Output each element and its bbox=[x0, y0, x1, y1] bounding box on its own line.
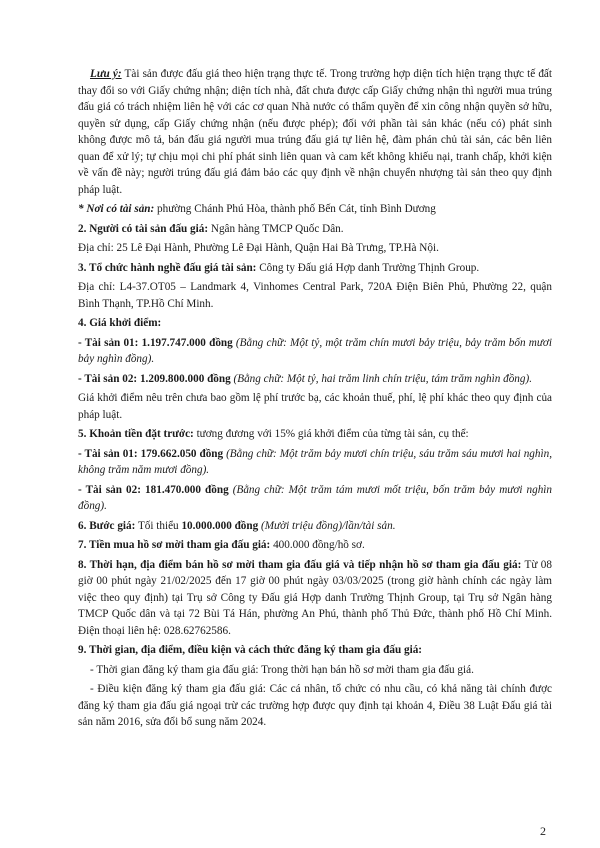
note-label: Lưu ý: bbox=[90, 68, 122, 80]
deposit-asset-2-words: (Bằng chữ: Một trăm tám mươi mốt triệu, bốn trăm bảy mươi nghìn đồng). bbox=[78, 483, 553, 512]
registration-heading: 9. Thời gian, địa điểm, điều kiện và cách thức đăng ký tham gia đấu giá: bbox=[78, 644, 423, 656]
starting-price-asset-2-label: - Tài sản 02: 1.209.800.000 đồng bbox=[78, 372, 231, 385]
owner-line bbox=[78, 221, 552, 238]
fee-text: 400.000 đồng/hồ sơ. bbox=[270, 539, 365, 551]
owner-address: Địa chỉ: 25 Lê Đại Hành, Phường Lê Đại Hành, Quận Hai Bà Trưng, TP.Hà Nội. bbox=[78, 242, 439, 254]
note-paragraph bbox=[78, 66, 552, 198]
registration-item-2: - Điều kiện đăng ký tham gia đấu giá: Các cá nhân, tổ chức có nhu cầu, có khả năng tài chính được đăng ký tham gia đấu giá ngoại trừ các trường hợp được quy định tại khoản 4, Điều 38 Luật Đấu giá tài sản năm 2016, sửa đổi bổ sung năm 2024. bbox=[78, 683, 552, 728]
registration-item-1: - Thời gian đăng ký tham gia đấu giá: Trong thời hạn bán hồ sơ mời tham gia đấu giá. bbox=[90, 663, 474, 676]
deposit-line bbox=[78, 426, 552, 443]
step-label: 6. Bước giá: bbox=[78, 519, 136, 532]
step-text-2: (Mười triệu đồng)/lần/tài sản. bbox=[258, 519, 396, 532]
document-body bbox=[78, 66, 552, 731]
page-number: 2 bbox=[540, 824, 546, 838]
sale-time-text: Từ 08 giờ 00 phút ngày 21/02/2025 đến 17 giờ 00 phút ngày 03/03/2025 (trong giờ hành chính các ngày làm việc theo quy định) tại Trụ sở Công ty Đấu giá Hợp danh Trường Thịnh Group, tại Trụ sở Ngân hàng TMCP Quốc dân và tại 72 Bùi Tá Hán, phường An Phú, thành phố Thủ Đức, thành phố Hồ Chí Minh. Điện thoại liên hệ: 028.62762586. bbox=[78, 558, 552, 637]
location-text: phường Chánh Phú Hòa, thành phố Bến Cát, tỉnh Bình Dương bbox=[154, 203, 436, 215]
organizer-line bbox=[78, 260, 552, 277]
note-text: Tài sản được đấu giá theo hiện trạng thực tế. Trong trường hợp diện tích hiện trạng thực tế đất thay đổi so với Giấy chứng nhận; diện tích nhà, đất chưa được cấp Giấy chứng nhận thì người mua trúng đấu giá có trách nhiệm liên hệ với các cơ quan Nhà nước có thẩm quyền để xin công nhận quyền sở hữu, quyền sử dụng, cấp Giấy chứng nhận (nếu được phép); đối với phần tài sản khác (nếu có) phát sinh không được mô tả, bán đấu giá người mua trúng đấu giá tự liên hệ, đàm phán chủ tài sản, các bên liên quan để xử lý; tự chịu mọi chi phí phát sinh liên quan và cam kết không khiếu nại, tranh chấp, khởi kiện về vấn đề này; người trúng đấu giá đảm bảo các quy định về nhận chuyển nhượng tài sản theo quy định pháp luật. bbox=[78, 68, 552, 196]
sale-time-label: 8. Thời hạn, địa điểm bán hồ sơ mời tham gia đấu giá và tiếp nhận hồ sơ tham gia đấu giá: bbox=[78, 558, 522, 571]
deposit-asset-1 bbox=[78, 446, 552, 479]
starting-price-heading: 4. Giá khởi điểm: bbox=[78, 317, 162, 329]
starting-price-asset-1 bbox=[78, 335, 552, 368]
starting-price-asset-1-label: - Tài sản 01: 1.197.747.000 đồng bbox=[78, 336, 233, 349]
owner-text: Ngân hàng TMCP Quốc Dân. bbox=[208, 222, 344, 235]
starting-price-asset-2 bbox=[78, 371, 552, 388]
fee-line bbox=[78, 537, 552, 554]
location-line bbox=[78, 201, 552, 218]
sale-time-paragraph bbox=[78, 557, 552, 640]
deposit-asset-1-label: - Tài sản 01: 179.662.050 đồng bbox=[78, 447, 224, 460]
owner-label: 2. Người có tài sản đấu giá: bbox=[78, 222, 209, 235]
starting-price-asset-2-words: (Bằng chữ: Một tỷ, hai trăm linh chín triệu, tám trăm nghìn đồng). bbox=[230, 372, 533, 385]
organizer-text: Công ty Đấu giá Hợp danh Trường Thịnh Group. bbox=[256, 261, 480, 274]
deposit-asset-1-words: (Bằng chữ: Một trăm bảy mươi chín triệu, sáu trăm sáu mươi hai nghìn, không trăm năm mươi đồng). bbox=[78, 447, 552, 476]
organizer-label: 3. Tổ chức hành nghề đấu giá tài sản: bbox=[78, 261, 257, 274]
deposit-asset-2 bbox=[78, 482, 552, 515]
deposit-label: 5. Khoản tiền đặt trước: bbox=[78, 428, 194, 440]
location-label: * Nơi có tài sản: bbox=[78, 203, 155, 215]
step-amount: 10.000.000 đồng bbox=[181, 519, 259, 532]
starting-price-asset-1-words: (Bằng chữ: Một tỷ, một trăm chín mươi bảy triệu, bảy trăm bốn mươi bảy nghìn đồng). bbox=[78, 336, 552, 365]
deposit-text: tương đương với 15% giá khởi điểm của từng tài sản, cụ thể: bbox=[193, 428, 469, 440]
organizer-address: Địa chỉ: L4-37.OT05 – Landmark 4, Vinhomes Central Park, 720A Điện Biên Phủ, Phường 22, quận Bình Thạnh, TP.Hồ Chí Minh. bbox=[78, 281, 552, 310]
deposit-asset-2-label: - Tài sản 02: 181.470.000 đồng bbox=[78, 483, 229, 496]
fee-label: 7. Tiền mua hồ sơ mời tham gia đấu giá: bbox=[78, 539, 271, 551]
starting-price-note: Giá khởi điểm nêu trên chưa bao gồm lệ phí trước bạ, các khoản thuế, phí, lệ phí khác theo quy định của pháp luật. bbox=[78, 392, 552, 421]
step-text-1: Tối thiểu bbox=[135, 519, 182, 532]
step-line bbox=[78, 518, 552, 535]
